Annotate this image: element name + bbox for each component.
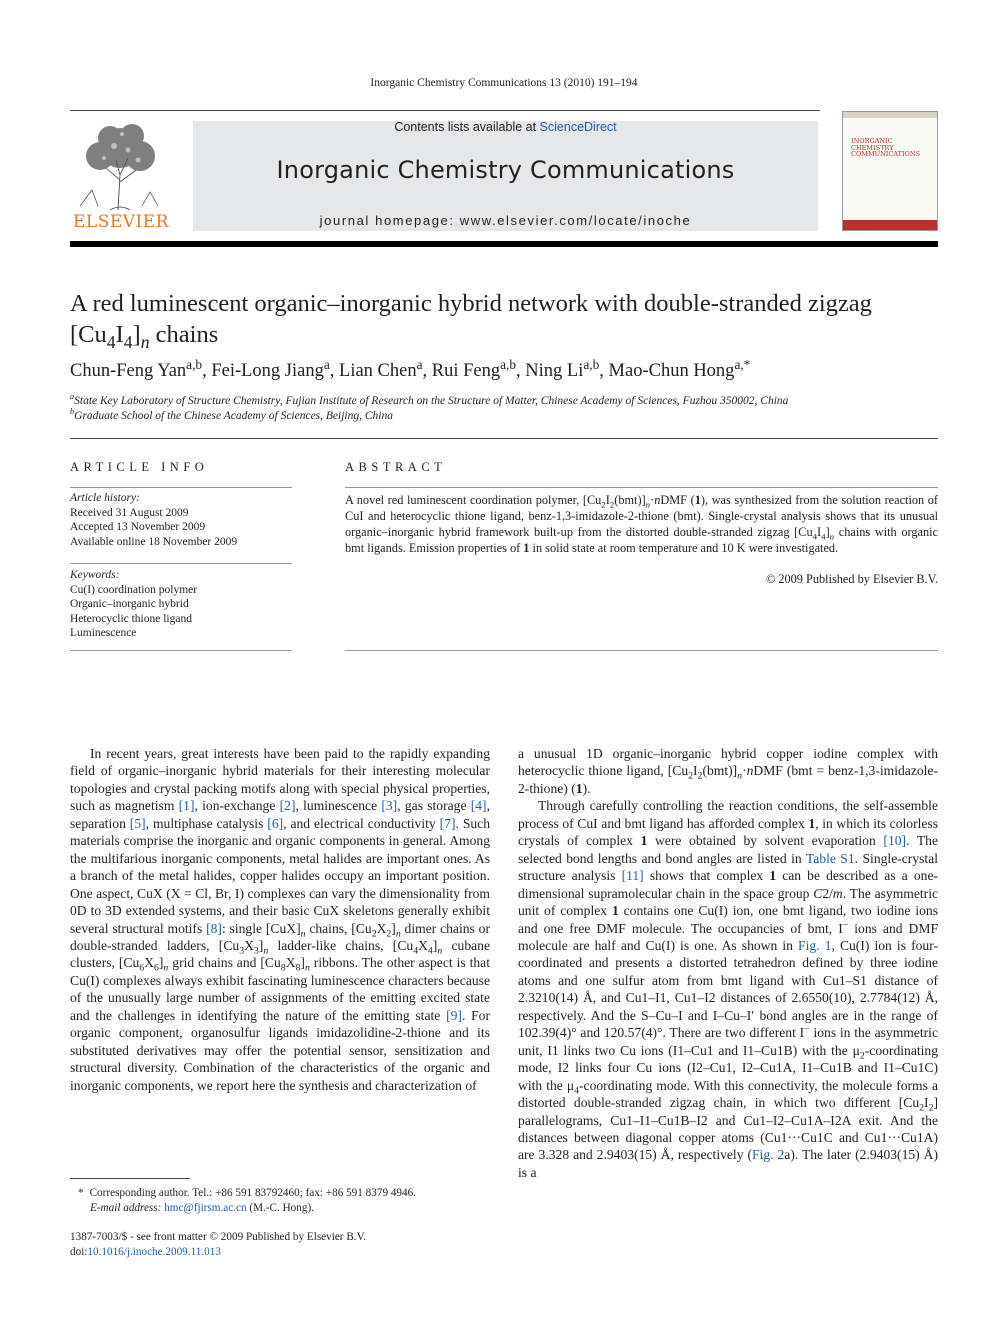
author-affiliation-mark: a,b bbox=[583, 356, 600, 372]
keyword: Heterocyclic thione ligand bbox=[70, 612, 192, 625]
online-date: Available online 18 November 2009 bbox=[70, 535, 238, 548]
abstract-bottom-rule bbox=[345, 650, 938, 651]
affiliation-text: State Key Laboratory of Structure Chemistry, Fujian Institute of Research on the Structure of Matter, Chinese Academy of Sciences, Fuzhou 350002, China bbox=[74, 395, 789, 407]
abstract-heading: ABSTRACT bbox=[345, 460, 447, 474]
author-separator: , bbox=[516, 361, 526, 381]
cover-title-line: COMMUNICATIONS bbox=[851, 150, 921, 159]
author-separator: , bbox=[422, 361, 432, 381]
article-info-bottom-rule bbox=[70, 650, 292, 651]
body-column-right bbox=[518, 745, 938, 1181]
author-affiliation-mark: a,* bbox=[734, 356, 751, 372]
title-subscript: 4 bbox=[123, 331, 133, 352]
accepted-date: Accepted 13 November 2009 bbox=[70, 521, 206, 533]
author-separator: , bbox=[329, 361, 340, 381]
email-suffix: (M.-C. Hong). bbox=[249, 1201, 314, 1214]
body-paragraph: Through carefully controlling the reaction conditions, the self-assemble process of CuI and bmt ligand has afforded complex 1, in which its colorless crystals of complex 1 were obtained by solvent evaporation [10]. The selected bond lengths and bond angles are listed in Table S1. Single-crystal structure analysis [11] shows that complex 1 can be described as a one-dimensional supramolecular chain in the space group C2/m. The asymmetric unit of complex 1 contains one Cu(I) ion, one bmt ligand, two iodine ions and one free DMF molecule. The occupancies of bmt, I− ions and DMF molecule are half and Cu(I) is one. As shown in Fig. 1, Cu(I) ion is four-coordinated and presents a distorted tetrahedron defined by three iodine atoms and one sulfur atom from bmt ligand with Cu1–S1 distance of 2.3210(14) Å, and Cu1–I1, Cu1–I2 distances of 2.6550(10), 2.7784(12) Å, respectively. And the S–Cu–I and I–Cu–I′ bond angles are in the range of 102.39(4)° and 120.57(4)°. There are two different I− ions in the asymmetric unit, I1 links two Cu ions (I1–Cu1 and I1–Cu1B) with the $\mu_2$-coordinating mode, I2 links four Cu ions (I2–Cu1, I2–Cu1A, I1–Cu1B and I1–Cu1C) with the $\mu_4$-coordinating mode. With this connectivity, the molecule forms a distorted double-stranded zigzag chain, in which two different $[Cu_2I_2]$ parallelograms, Cu1–I1–Cu1B–I2 and Cu1–I2–Cu1A–I2A exit. And the distances between diagonal copper atoms (Cu1···Cu1C and Cu1···Cu1A) are 3.328 and 2.9403(15) Å, respectively (Fig. 2a). The later (2.9403(15) Å) is a bbox=[518, 798, 939, 1180]
author-separator: , bbox=[599, 361, 609, 381]
front-matter-info bbox=[70, 1230, 500, 1259]
email-label: E-mail address: bbox=[90, 1201, 162, 1214]
author-affiliation-mark: a,b bbox=[186, 356, 203, 372]
corresponding-author-footnote bbox=[70, 1186, 500, 1215]
doi-link[interactable]: 10.1016/j.inoche.2009.11.013 bbox=[87, 1245, 221, 1258]
author-name: Chun-Feng Yan bbox=[70, 361, 187, 381]
body-column-left bbox=[70, 745, 490, 1094]
keywords-rule bbox=[70, 563, 292, 564]
title-subscript: 4 bbox=[106, 331, 116, 352]
footnote-rule bbox=[70, 1178, 190, 1179]
affiliation-mark: a bbox=[70, 392, 75, 402]
affiliation bbox=[70, 392, 930, 407]
cover-title bbox=[851, 138, 935, 158]
abstract-text: A novel red luminescent coordination polymer, $[Cu_2I_2(bmt)]_n\cdot nDMF$ (1), was synthesized from the solution reaction of CuI and heterocyclic thione ligand, benz-1,3-imidazole-2-thione (bmt). Single-crystal analysis shows that its unusual organic–inorganic hybrid framework built-up from the distorted double-stranded zigzag $[Cu_4I_4]_n$ chains with organic bmt ligands. Emission properties of 1 in solid state at room temperature and 10 K were investigated. bbox=[345, 493, 938, 555]
affiliation-mark: b bbox=[70, 407, 75, 417]
author-affiliation-mark: a bbox=[323, 356, 330, 372]
article-history bbox=[70, 491, 292, 549]
author-list bbox=[70, 356, 930, 382]
title-text: chains bbox=[149, 321, 219, 348]
banner-thick-rule bbox=[70, 241, 938, 247]
author-name: Mao-Chun Hong bbox=[608, 361, 735, 381]
article-info-rule bbox=[70, 487, 292, 488]
author[interactable] bbox=[525, 356, 600, 381]
affiliation-text: Graduate School of the Chinese Academy of Sciences, Beijing, China bbox=[74, 410, 393, 422]
author[interactable] bbox=[431, 356, 517, 381]
author[interactable] bbox=[608, 356, 751, 381]
corresponding-author-contact: Corresponding author. Tel.: +86 591 83792460; fax: +86 591 8379 4946. bbox=[89, 1187, 417, 1199]
body-paragraph: In recent years, great interests have been paid to the rapidly expanding field of organic–inorganic hybrid materials for their interesting molecular topologies and crystal packing motifs along with special physical properties, such as magnetism [1], ion-exchange [2], luminescence [3], gas storage [4], separation [5], multiphase catalysis [6], and electrical conductivity [7]. Such materials comprise the inorganic and organic components in general. Among the multifarious inorganic components, metal halides are important ones. As a branch of the metal halides, copper halides occupy an important position. One aspect, CuX (X = Cl, Br, I) complexes can vary the dimensionality from 0D to 3D extended systems, and their basic CuX skeletons generally exhibit several structural motifs [8]: single $[CuX]_n$ chains, $[Cu_2X_2]_n$ dimer chains or double-stranded ladders, $[Cu_3X_3]_n$ ladder-like chains, $[Cu_4X_4]_n$ cubane clusters, $[Cu_6X_6]_n$ grid chains and $[Cu_8X_8]_n$ ribbons. The other aspect is that Cu(I) complexes always exhibit fascinating luminescence characters because of the unusually large number of assignments of the emitting excited state and the challenges in identifying the nature of the emitting state [9]. For organic component, organosulfur ligands imidazolidine-2-thione and its substituted derivatives may offer the potential sensor, sensitization and structural diversity. Combination of the characteristics of the organic and inorganic components, we report here the synthesis and characterization of bbox=[70, 746, 491, 1093]
abstract-rule bbox=[345, 487, 938, 488]
author-name: Ning Li bbox=[525, 361, 584, 381]
footnote-star: * bbox=[78, 1187, 84, 1199]
cover-title-line: INORGANIC bbox=[851, 137, 893, 145]
body-paragraph: a unusual 1D organic–inorganic hybrid copper iodine complex with heterocyclic thione ligand, $[Cu_2I_2(bmt)]_n\cdot nDMF$ (bmt = benz-1,3-imidazole-2-thione) (1). bbox=[518, 746, 938, 796]
contents-prefix: Contents lists available at bbox=[394, 120, 540, 134]
email-link[interactable]: hmc@fjirsm.ac.cn bbox=[164, 1201, 247, 1214]
author[interactable] bbox=[339, 356, 423, 381]
contents-line bbox=[193, 120, 818, 134]
sciencedirect-link[interactable]: ScienceDirect bbox=[539, 120, 617, 134]
running-head: Inorganic Chemistry Communications 13 (2010) 191–194 bbox=[370, 77, 638, 89]
journal-cover-thumbnail[interactable] bbox=[842, 111, 938, 231]
author[interactable] bbox=[70, 356, 203, 381]
author-affiliation-mark: a bbox=[416, 356, 423, 372]
article-title bbox=[70, 288, 930, 350]
author-name: Lian Chen bbox=[339, 361, 417, 381]
front-matter-rule bbox=[70, 438, 938, 439]
keyword: Luminescence bbox=[70, 627, 137, 639]
cover-top-band bbox=[843, 112, 937, 118]
received-date: Received 31 August 2009 bbox=[70, 506, 189, 519]
author-affiliation-mark: a,b bbox=[500, 356, 517, 372]
title-text: A red luminescent organic–inorganic hybrid network with double-stranded zigzag [Cu bbox=[70, 290, 872, 348]
keywords-label: Keywords: bbox=[70, 569, 120, 581]
cover-bottom-band bbox=[843, 220, 937, 230]
elsevier-wordmark: ELSEVIER bbox=[73, 212, 169, 232]
article-info-heading: ARTICLE INFO bbox=[70, 460, 209, 474]
journal-homepage[interactable]: journal homepage: www.elsevier.com/locate/inoche bbox=[319, 213, 692, 228]
keyword: Cu(I) coordination polymer bbox=[70, 583, 198, 596]
affiliation bbox=[70, 407, 930, 422]
issn-line: 1387-7003/$ - see front matter © 2009 Published by Elsevier B.V. bbox=[70, 1231, 367, 1243]
history-label: Article history: bbox=[70, 492, 140, 504]
doi-label: doi: bbox=[70, 1245, 88, 1258]
keyword: Organic–inorganic hybrid bbox=[70, 598, 189, 610]
cover-title-line: CHEMISTRY bbox=[851, 143, 894, 152]
abstract-copyright: © 2009 Published by Elsevier B.V. bbox=[765, 572, 938, 586]
keywords bbox=[70, 568, 292, 641]
author-name: Rui Feng bbox=[431, 361, 501, 381]
title-text: I bbox=[115, 321, 124, 348]
author[interactable] bbox=[211, 356, 330, 381]
journal-title: Inorganic Chemistry Communications bbox=[276, 156, 735, 184]
author-separator: , bbox=[202, 361, 212, 381]
title-text: ] bbox=[132, 321, 141, 348]
author-name: Fei-Long Jiang bbox=[211, 361, 324, 381]
title-subscript: n bbox=[140, 331, 150, 352]
header-rule bbox=[70, 110, 820, 111]
